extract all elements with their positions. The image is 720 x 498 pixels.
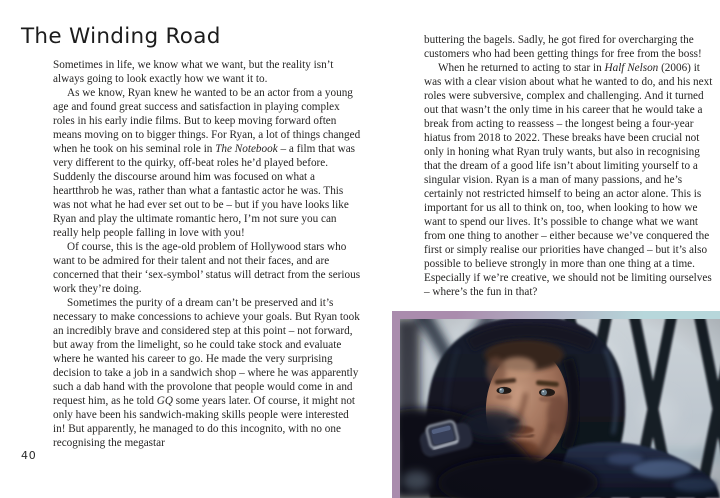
ryan-gosling-photo (400, 319, 720, 498)
text-run: As we know, Ryan knew he wanted to be an actor from a young age and found great success and satisfaction in playing complex roles in his early indie films. But to keep moving forward often means moving on to bigger things. For Ryan, a lot of things changed when he took on his seminal role in (53, 87, 361, 155)
text-run: some years later. Of course, it might not only have been his sandwich-making skills people were interested in! But apparently, he managed to do this incognito, with no one recognising the megastar (53, 395, 356, 449)
page-title: The Winding Road (21, 24, 221, 49)
text-run: When he returned to acting to star in (438, 62, 605, 74)
paragraph (53, 86, 362, 240)
right-text-column (424, 33, 715, 299)
text-run: Sometimes the purity of a dream can’t be preserved and it’s necessary to make concessions to achieve your goals. But Ryan took an incredibly brave and considered step at this point – not forward, but away from the limelight, so he could take stock and evaluate where he wanted his career to go. He made the very surprising decision to take a job in a sandwich shop – where he was apparently such a dab hand with the provolone that people would come in and request him, as he told (53, 297, 360, 407)
paragraph (53, 58, 362, 86)
italic-text-run: Half Nelson (604, 62, 659, 74)
paragraph (424, 61, 715, 299)
italic-text-run: GQ (156, 395, 173, 407)
paragraph (53, 240, 362, 296)
text-run: buttering the bagels. Sadly, he got fired for overcharging the customers who had been getting things for free from the boss! (424, 34, 702, 60)
photo-frame (392, 311, 720, 498)
italic-text-run: The Notebook (215, 143, 278, 155)
photo-color-cast (400, 319, 720, 498)
left-text-column (53, 58, 362, 450)
text-run: – a film that was very different to the quirky, off-beat roles he’d played before. Suddenly the discourse around him was focused on what a heartthrob he was, rather than what a fantastic actor he was. This was not what he had ever set out to be – but if you have looks like Ryan and play the ultimate romantic hero, I’m not sure you can really help people falling in love with you! (53, 143, 356, 239)
text-run: (2006) it was with a clear vision about what he wanted to do, and his next roles were subversive, complex and challenging. And it turned out that wasn’t the only time in his career that he would take a break from acting to reassess – the longest being a four-year hiatus from 2018 to 2022. These breaks have been crucial not only in honing what Ryan truly wants, but also in recognising that the dream of a good life isn’t about limiting yourself to a singular vision. Ryan is a man of many passions, and he’s certainly not restricted himself to being an actor alone. This is important for us all to think on, too, when looking to how we want to spend our lives. It’s possible to change what we want from one thing to another – either because we’ve conquered the first or simply realise our priorities have changed – but it’s also possible to believe strongly in more than one thing at a time. Especially if we’re creative, we should not be limiting ourselves – where’s the fun in that? (424, 62, 713, 298)
text-run: Sometimes in life, we know what we want, but the reality isn’t always going to look exactly how we want it to. (53, 59, 334, 85)
paragraph (53, 296, 362, 450)
text-run: Of course, this is the age-old problem of Hollywood stars who want to be admired for their talent and not their faces, and are concerned that their ‘sex-symbol’ status will detract from the serious work they’re doing. (53, 241, 361, 295)
paragraph (424, 33, 715, 61)
page-number: 40 (21, 449, 37, 462)
